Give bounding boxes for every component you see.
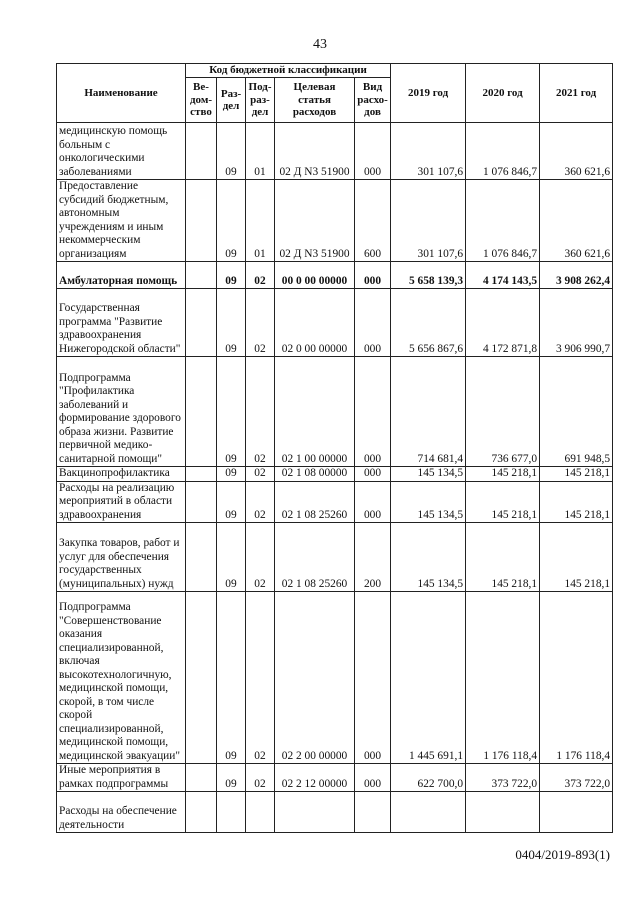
row-podrazdel: 01 (246, 180, 275, 262)
row-podrazdel: 02 (246, 764, 275, 792)
row-name: Закупка товаров, работ и услуг для обеспечения государственных (муниципальных) нужд (57, 523, 186, 592)
row-2020: 1 076 846,7 (466, 123, 540, 180)
row-target-article: 02 1 08 25260 (275, 523, 355, 592)
header-podrazdel: Под-раз-дел (246, 78, 275, 123)
row-2021: 145 218,1 (540, 481, 613, 523)
row-target-article: 02 Д N3 51900 (275, 180, 355, 262)
row-2021: 145 218,1 (540, 523, 613, 592)
table-row (57, 592, 613, 764)
row-2021: 3 906 990,7 (540, 289, 613, 357)
row-podrazdel: 02 (246, 523, 275, 592)
header-name: Наименование (57, 64, 186, 123)
row-razdel: 09 (217, 262, 246, 289)
row-target-article: 02 1 00 00000 (275, 357, 355, 467)
row-2020: 4 174 143,5 (466, 262, 540, 289)
table-row (57, 357, 613, 467)
table-row (57, 792, 613, 833)
row-2019: 1 445 691,1 (391, 592, 466, 764)
table-row (57, 523, 613, 592)
page-number: 43 (313, 37, 327, 52)
row-name: Государственная программа "Развитие здравоохранения Нижегородской области" (57, 289, 186, 357)
row-target-article: 02 1 08 25260 (275, 481, 355, 523)
row-2021: 3 908 262,4 (540, 262, 613, 289)
row-2019: 145 134,5 (391, 481, 466, 523)
row-target-article: 02 1 08 00000 (275, 467, 355, 482)
row-2020: 1 176 118,4 (466, 592, 540, 764)
row-2019 (391, 792, 466, 833)
row-2020: 145 218,1 (466, 467, 540, 482)
row-podrazdel: 02 (246, 357, 275, 467)
header-2021: 2021 год (540, 64, 613, 123)
row-target-article (275, 792, 355, 833)
table-row (57, 123, 613, 180)
row-2019: 145 134,5 (391, 467, 466, 482)
row-name: Расходы на обеспечение деятельности (57, 792, 186, 833)
row-2021: 373 722,0 (540, 764, 613, 792)
row-expense-type: 000 (355, 262, 391, 289)
row-razdel (217, 792, 246, 833)
header-classification-group: Код бюджетной классификации (186, 64, 391, 78)
row-expense-type: 000 (355, 357, 391, 467)
row-target-article: 02 2 00 00000 (275, 592, 355, 764)
row-2021: 360 621,6 (540, 123, 613, 180)
table-row (57, 481, 613, 523)
row-2020: 1 076 846,7 (466, 180, 540, 262)
row-vedomstvo (186, 123, 217, 180)
row-expense-type: 000 (355, 481, 391, 523)
row-2020 (466, 792, 540, 833)
header-expense-type: Вид расхо-дов (355, 78, 391, 123)
row-expense-type: 000 (355, 764, 391, 792)
row-name: Подпрограмма "Совершенствование оказания специализированной, включая высокотехнологичную, медицинской помощи, скорой, в том числе скорой специализированной, медицинской помощи, медицинской эвакуации" (57, 592, 186, 764)
row-2019: 145 134,5 (391, 523, 466, 592)
row-razdel: 09 (217, 467, 246, 482)
row-expense-type: 000 (355, 467, 391, 482)
row-2019: 301 107,6 (391, 180, 466, 262)
row-2019: 714 681,4 (391, 357, 466, 467)
row-vedomstvo (186, 592, 217, 764)
row-2021 (540, 792, 613, 833)
row-expense-type: 000 (355, 592, 391, 764)
row-name: Расходы на реализацию мероприятий в области здравоохранения (57, 481, 186, 523)
row-2019: 301 107,6 (391, 123, 466, 180)
row-2020: 4 172 871,8 (466, 289, 540, 357)
row-razdel: 09 (217, 123, 246, 180)
table-row (57, 764, 613, 792)
table-row (57, 262, 613, 289)
row-vedomstvo (186, 481, 217, 523)
table-row (57, 289, 613, 357)
row-vedomstvo (186, 792, 217, 833)
table-row (57, 467, 613, 482)
row-razdel: 09 (217, 592, 246, 764)
row-target-article: 02 0 00 00000 (275, 289, 355, 357)
row-podrazdel (246, 792, 275, 833)
row-razdel: 09 (217, 481, 246, 523)
row-razdel: 09 (217, 523, 246, 592)
row-name: Подпрограмма "Профилактика заболеваний и формирование здорового образа жизни. Развитие первичной медико-санитарной помощи" (57, 357, 186, 467)
row-razdel: 09 (217, 289, 246, 357)
row-target-article: 02 2 12 00000 (275, 764, 355, 792)
row-expense-type: 200 (355, 523, 391, 592)
row-razdel: 09 (217, 357, 246, 467)
row-expense-type: 600 (355, 180, 391, 262)
row-vedomstvo (186, 523, 217, 592)
row-vedomstvo (186, 180, 217, 262)
row-2021: 360 621,6 (540, 180, 613, 262)
row-vedomstvo (186, 467, 217, 482)
row-2020: 736 677,0 (466, 357, 540, 467)
header-razdel: Раз-дел (217, 78, 246, 123)
header-target-article: Целевая статья расходов (275, 78, 355, 123)
table-row (57, 180, 613, 262)
row-vedomstvo (186, 764, 217, 792)
row-razdel: 09 (217, 180, 246, 262)
row-2019: 622 700,0 (391, 764, 466, 792)
row-podrazdel: 02 (246, 481, 275, 523)
row-expense-type (355, 792, 391, 833)
header-2019: 2019 год (391, 64, 466, 123)
row-name: Предоставление субсидий бюджетным, автономным учреждениям и иным некоммерческим организациям (57, 180, 186, 262)
row-razdel: 09 (217, 764, 246, 792)
row-2020: 145 218,1 (466, 481, 540, 523)
row-vedomstvo (186, 289, 217, 357)
row-name: Амбулаторная помощь (57, 262, 186, 289)
document-code: 0404/2019-893(1) (515, 847, 610, 862)
row-podrazdel: 02 (246, 262, 275, 289)
row-target-article: 02 Д N3 51900 (275, 123, 355, 180)
budget-table (56, 63, 613, 833)
row-2021: 145 218,1 (540, 467, 613, 482)
row-vedomstvo (186, 262, 217, 289)
row-name: медицинскую помощь больным с онкологическими заболеваниями (57, 123, 186, 180)
row-vedomstvo (186, 357, 217, 467)
row-2020: 145 218,1 (466, 523, 540, 592)
row-name: Вакцинопрофилактика (57, 467, 186, 482)
row-2019: 5 658 139,3 (391, 262, 466, 289)
row-name: Иные мероприятия в рамках подпрограммы (57, 764, 186, 792)
row-expense-type: 000 (355, 289, 391, 357)
row-target-article: 00 0 00 00000 (275, 262, 355, 289)
row-podrazdel: 01 (246, 123, 275, 180)
header-vedomstvo: Ве-дом-ство (186, 78, 217, 123)
row-2020: 373 722,0 (466, 764, 540, 792)
row-podrazdel: 02 (246, 592, 275, 764)
row-podrazdel: 02 (246, 467, 275, 482)
header-2020: 2020 год (466, 64, 540, 123)
row-podrazdel: 02 (246, 289, 275, 357)
row-2019: 5 656 867,6 (391, 289, 466, 357)
row-2021: 691 948,5 (540, 357, 613, 467)
row-expense-type: 000 (355, 123, 391, 180)
row-2021: 1 176 118,4 (540, 592, 613, 764)
